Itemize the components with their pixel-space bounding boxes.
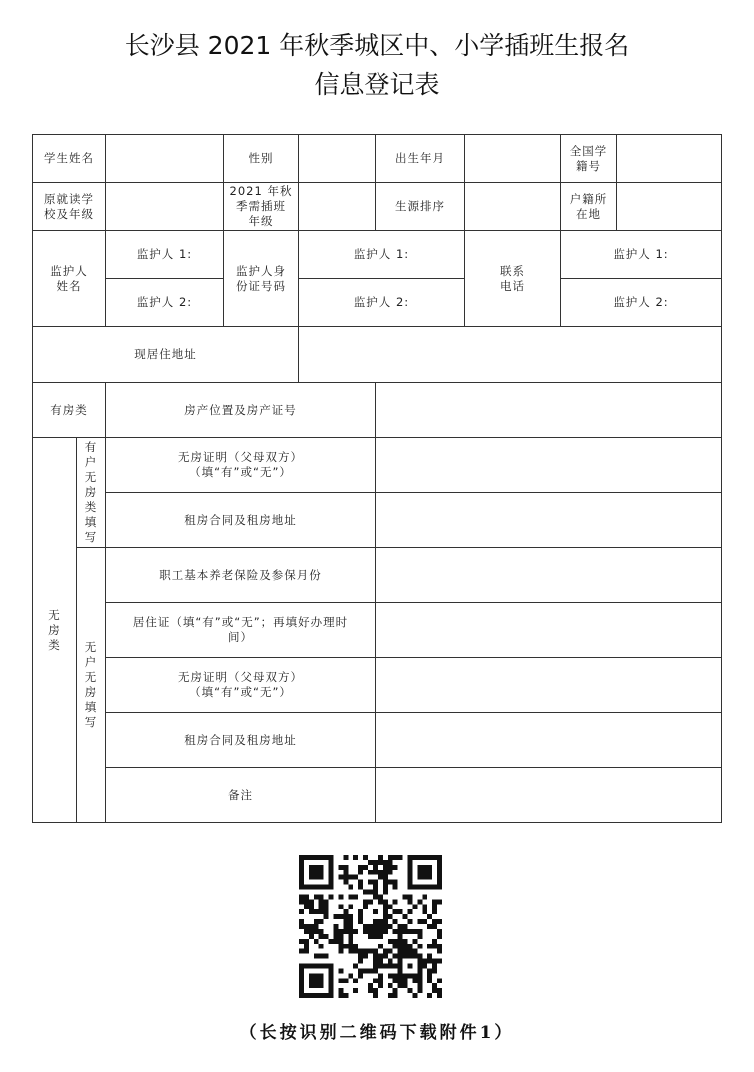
input-residence-permit[interactable]	[376, 603, 722, 658]
input-property-location[interactable]	[376, 383, 722, 438]
label-contact-phone: 联系 电话	[465, 231, 561, 327]
registration-form-table	[32, 134, 722, 823]
label-no-house-proof-2: 无房证明（父母双方） （填“有”或“无”）	[106, 658, 376, 713]
input-guardian2-id[interactable]: 监护人 2:	[299, 279, 465, 327]
input-no-house-proof-1[interactable]	[376, 438, 722, 493]
input-guardian2-name[interactable]: 监护人 2:	[106, 279, 224, 327]
input-household-registration[interactable]	[617, 183, 722, 231]
label-student-name: 学生姓名	[33, 135, 106, 183]
label-remarks: 备注	[106, 768, 376, 823]
input-guardian1-phone[interactable]: 监护人 1:	[561, 231, 722, 279]
input-target-grade[interactable]	[299, 183, 376, 231]
input-gender[interactable]	[299, 135, 376, 183]
input-current-address[interactable]	[299, 327, 722, 383]
qr-code-icon[interactable]	[299, 855, 442, 998]
label-property-location: 房产位置及房产证号	[106, 383, 376, 438]
input-lease-contract-2[interactable]	[376, 713, 722, 768]
label-target-grade: 2021 年秋 季需插班 年级	[224, 183, 299, 231]
label-no-house-category: 无 房 类	[33, 438, 77, 823]
label-household-registration: 户籍所 在地	[561, 183, 617, 231]
input-birth-month[interactable]	[465, 135, 561, 183]
input-guardian1-name[interactable]: 监护人 1:	[106, 231, 224, 279]
label-no-house-proof-1: 无房证明（父母双方） （填“有”或“无”）	[106, 438, 376, 493]
label-residence-permit: 居住证（填“有”或“无”；再填好办理时 间）	[106, 603, 376, 658]
label-lease-contract-1: 租房合同及租房地址	[106, 493, 376, 548]
input-guardian2-phone[interactable]: 监护人 2:	[561, 279, 722, 327]
input-lease-contract-1[interactable]	[376, 493, 722, 548]
label-national-student-id: 全国学 籍号	[561, 135, 617, 183]
label-has-hukou-no-house: 有 户 无 房 类 填 写	[77, 438, 106, 548]
label-guardian-id: 监护人身 份证号码	[224, 231, 299, 327]
input-national-student-id[interactable]	[617, 135, 722, 183]
label-pension-insurance: 职工基本养老保险及参保月份	[106, 548, 376, 603]
label-current-address: 现居住地址	[33, 327, 299, 383]
input-source-rank[interactable]	[465, 183, 561, 231]
label-guardian-name: 监护人 姓名	[33, 231, 106, 327]
label-lease-contract-2: 租房合同及租房地址	[106, 713, 376, 768]
label-source-rank: 生源排序	[376, 183, 465, 231]
input-original-school[interactable]	[106, 183, 224, 231]
input-remarks[interactable]	[376, 768, 722, 823]
label-gender: 性别	[224, 135, 299, 183]
label-birth-month: 出生年月	[376, 135, 465, 183]
label-has-house: 有房类	[33, 383, 106, 438]
form-title-line1: 长沙县 2021 年秋季城区中、小学插班生报名	[124, 31, 630, 60]
qr-caption: （长按识别二维码下载附件1）	[239, 1023, 515, 1043]
input-student-name[interactable]	[106, 135, 224, 183]
label-original-school: 原就读学 校及年级	[33, 183, 106, 231]
label-no-hukou-no-house: 无 户 无 房 填 写	[77, 548, 106, 823]
input-guardian1-id[interactable]: 监护人 1:	[299, 231, 465, 279]
form-title-line2: 信息登记表	[314, 70, 440, 99]
input-pension-insurance[interactable]	[376, 548, 722, 603]
input-no-house-proof-2[interactable]	[376, 658, 722, 713]
